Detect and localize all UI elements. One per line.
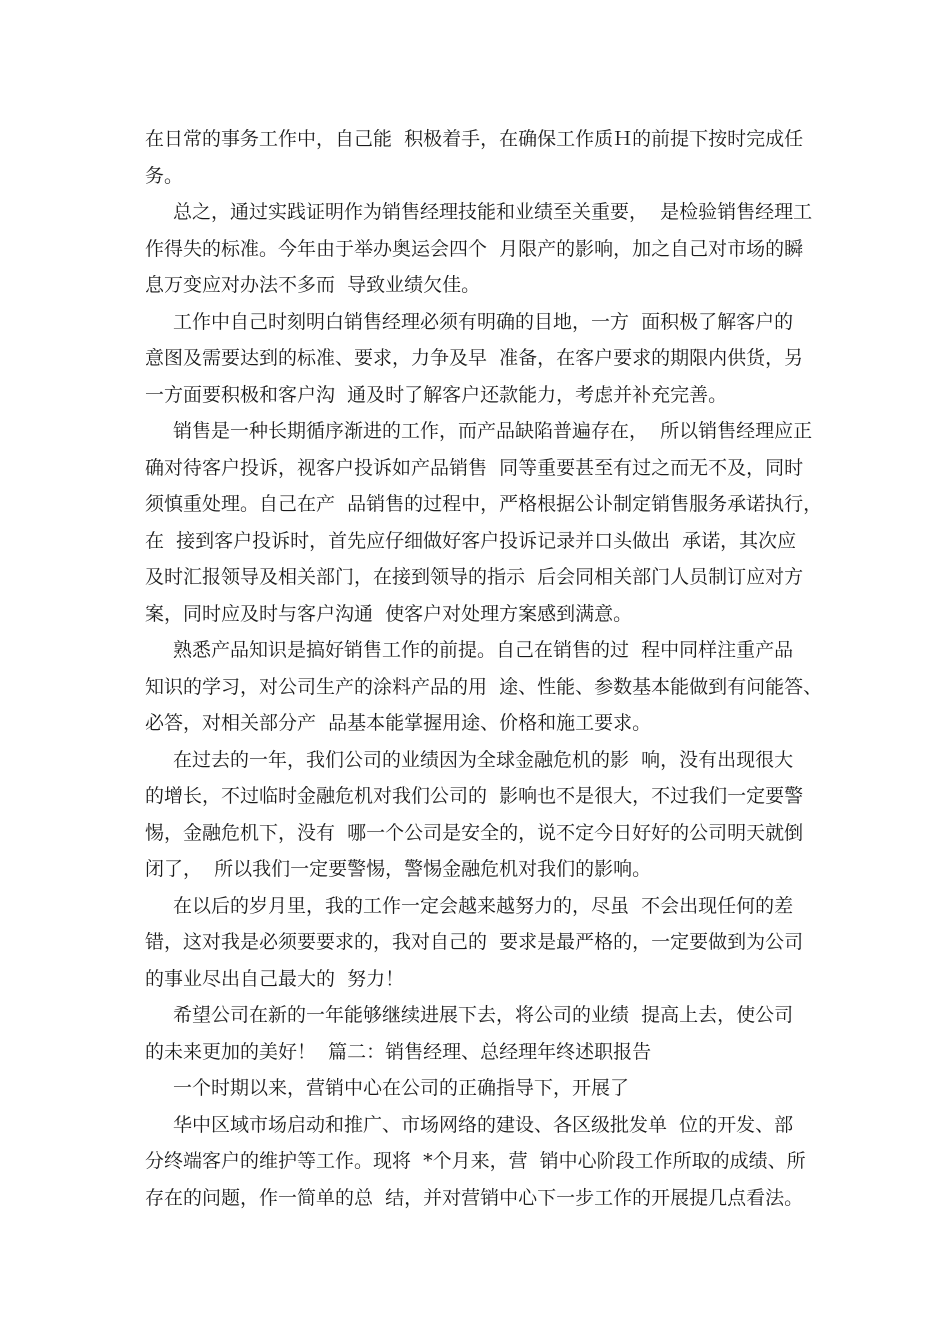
body-text bbox=[145, 121, 825, 1216]
text-line: 的事业尽出自己最大的 努力！ bbox=[145, 967, 405, 990]
text-line: 销售是一种长期循序渐进的工作，而产品缺陷普遍存在， 所以销售经理应正 bbox=[173, 420, 813, 442]
text-line: 在 接到客户投诉时，首先应仔细做好客户投诉记录并口头做出 承诺，其次应 bbox=[145, 529, 797, 552]
text-line: 在日常的事务工作中，自己能 积极着手，在确保工作质Ｈ的前提下按时完成任 bbox=[145, 128, 804, 150]
text-line: 希望公司在新的一年能够继续进展下去，将公司的业绩 提高上去，使公司 bbox=[173, 1004, 794, 1026]
text-line: 知识的学习，对公司生产的涂料产品的用 途、性能、参数基本能做到有问能答、 bbox=[145, 675, 823, 698]
text-line: 错，这对我是必须要要求的，我对自己的 要求是最严格的，一定要做到为公司 bbox=[145, 931, 804, 953]
text-line: 工作中自己时刻明白销售经理必须有明确的目地，一方 面积极了解客户的 bbox=[173, 310, 794, 333]
text-line: 意图及需要达到的标准、要求，力争及早 准备，在客户要求的期限内供货，另 bbox=[145, 347, 804, 369]
text-line: 在以后的岁月里，我的工作一定会越来越努力的，尽虽 不会出现任何的差 bbox=[173, 894, 794, 917]
text-line: 的未来更加的美好！ 篇二：销售经理、总经理年终述职报告 bbox=[145, 1040, 652, 1063]
text-line: 一方面要积极和客户沟 通及时了解客户还款能力，考虑并补充完善。 bbox=[145, 383, 728, 406]
text-line: 必答，对相关部分产 品基本能掌握用途、价格和施工要求。 bbox=[145, 712, 652, 734]
text-line: 总之，通过实践证明作为销售经理技能和业绩至关重要， 是检验销售经理工 bbox=[173, 201, 813, 223]
text-line: 确对待客户投诉，视客户投诉如产品销售 同等重要甚至有过之而无不及，同时 bbox=[145, 456, 804, 479]
text-line: 的增长，不过临时金融危机对我们公司的 影响也不是很大，不过我们一定要警 bbox=[145, 785, 804, 807]
text-line: 务。 bbox=[145, 164, 184, 187]
text-line: 在过去的一年，我们公司的业绩因为全球金融危机的影 响，没有出现很大 bbox=[173, 748, 794, 771]
text-line: 存在的问题，作一简单的总 结，并对营销中心下一步工作的开展提几点看法。 bbox=[145, 1186, 804, 1209]
text-line: 熟悉产品知识是搞好销售工作的前提。自己在销售的过 程中同样注重产品 bbox=[173, 639, 794, 661]
text-line: 作得失的标准。今年由于举办奥运会四个 月限产的影响，加之自己对市场的瞬 bbox=[145, 237, 804, 260]
text-line: 案，同时应及时与客户沟通 使客户对处理方案感到满意。 bbox=[145, 602, 633, 625]
text-line: 惕，金融危机下，没有 哪一个公司是安全的，说不定今日好好的公司明天就倒 bbox=[145, 821, 804, 844]
text-line: 及时汇报领导及相关部门，在接到领导的指示 后会同相关部门人员制订应对方 bbox=[145, 566, 804, 588]
text-line: 分终端客户的维护等工作。现将 *个月来，营 销中心阶段工作所取的成绩、所 bbox=[145, 1150, 806, 1172]
text-line: 一个时期以来，营销中心在公司的正确指导下，开展了 bbox=[173, 1077, 630, 1099]
text-line: 息万变应对办法不多而 导致业绩欠佳。 bbox=[145, 274, 481, 296]
text-line: 闭了， 所以我们一定要警惕，警惕金融危机对我们的影响。 bbox=[145, 858, 652, 880]
text-line: 华中区域市场启动和推广、市场网络的建设、各区级批发单 位的开发、部 bbox=[173, 1113, 794, 1136]
text-line: 须慎重处理。自己在产 品销售的过程中，严格根据公讣制定销售服务承诺执行， bbox=[145, 493, 823, 515]
